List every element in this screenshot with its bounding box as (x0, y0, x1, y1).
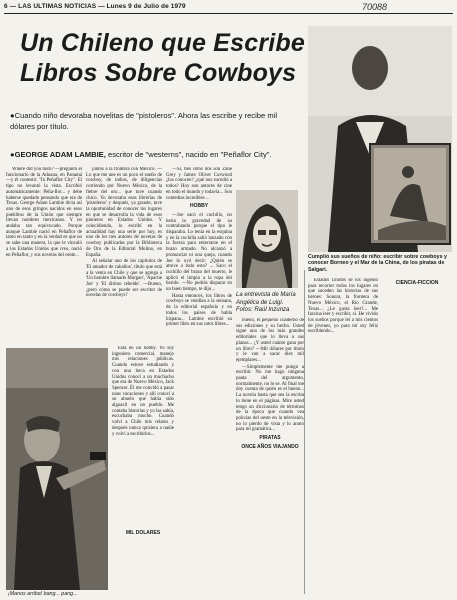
article-column-4 (236, 318, 304, 594)
article-column-1 (6, 167, 82, 345)
photo-interviewer (236, 190, 298, 288)
column-3-hobby-text: —Joe sacó el cuchillo, no heria la gravedad de su contrabando porque el tipo le disparaba. Lo tenía en la esquina y en la cuchilla salió lanzado con la fuerza para enterrarse en el brazo armado. No alcanzó a pronunciar ni una queja, cuando Joe lo oyó decir: ¿Quién se atreve a todo esto? ... Saco el cuchillo del brazo del muerto, le aplicó el limpio a la ropa del herido. —No podrás disparar en un buen tiempo, te dijo... (166, 212, 232, 293)
photo-author-with-painting (308, 26, 452, 252)
caption-bottom-left: ¡Manos arriba! bang... pang... (8, 591, 78, 597)
subhead-piratas: PIRATAS (259, 435, 281, 442)
bullet-intro-2 (10, 150, 300, 161)
column-2-text: juntos a la frontera con México. —Lo que me une es un poco el sueño de cowboy, de indios, de diligencias corriendo por Nuevo México, de la fiebre del oro... que tuve cuando chico. Yo devoraba esas librerías de 'pistoleros' y después, ya grande, tuve la oportunidad de conocer los lugares en que se desarrolla la vida de esos pioneros en Estados Unidos. Y coincidiendo, lo escribí en la actualidad hay una serie por hoy, es uno de los tres autores de novelas de cowboy publicadas por la Biblioteca de Oro de la Editorial Molino, en España. (86, 167, 162, 258)
bullet-name: ●GEORGE ADAM LAMBIE, (10, 150, 106, 159)
column-1-text: Where did you born? —preguntó el funcionario de la Aduana, en Panamá —y él contestó: "In Peñaflor City". El tipo no levantó la vista. Escribió automáticamente: Peña-flor... y debe haberse quedado pensando que era de Texas. George Adam Lambie dicta así uno de esos gringos nacidos en esos pueblitos de la Unión que siempre llevan nombres mexicanos. Y no andaba tan equivocado. Porque aunque Lambie nació en Peñaflor de tanto en tanto y en la verdad es que no se sabe una manera, la que le vinculó a los Estados Unidos que creo, nació en Peñaflor, y sus novelas del oeste... (6, 167, 82, 258)
bullet-rest: escritor de "westerns", nacido en "Peñaflor City". (105, 150, 272, 159)
column-4-tail-text: —Simplemente me pongo a escribir. No me hago ninguna pauta del argumento, normalmente, no lo se. Al final me doy cuenta de quién es el bueno... La novela basta que sea la escrita lo tiene en el páginas. Mire usted tengo un diccionario de términos de la época que cuando vea policías del oeste en la televisión, no lo pierdo de vista y lo anoto para mi gramática... (236, 364, 304, 433)
bullet-intro-1: ●Cuando niño devoraba novelitas de "pistoleros". Ahora las escribe y recibe mil dólares por título. (10, 111, 278, 131)
column-4-text: bueno, el pequeño cuaderno de sus ediciones y su hecho. Usted sigue uno de los más grandes editoriales que lo lleva a sus planas... ¿Y usted cuánto gana por un libro? —Mil dólares por título y le van a sacar diez mil ejemplares... (236, 318, 304, 363)
column-2-tail-text: Al señalar uno de los capítulos de 'El amador de caballos', título que está a la venta en Chile y que se agrega a 'Un hombre llamado Morgan', 'Apache Joe' y 'El último rebelde'. —Bueno, ¿pero cómo se puede ser escritor de novelas de cowboys? (86, 259, 162, 299)
photo-man-with-gun (6, 348, 108, 590)
column-divider (304, 270, 305, 594)
column-5-text: Estados Unidos se los ingenió para recorrer todos los lugares en que suceden las historias de sus héroes: Sonora, la frontera de Nuevo México, el Río Grande, Texas... ¿Le gusta leer?... Me fascina leer y escribir, sí. He vivido los sueños porque leí a mis cientos de jóvenes, yo para mí soy feliz escribiendo... (308, 278, 378, 335)
header-rule (4, 13, 453, 14)
caption-top-right: Cumplió sus sueños de niño: escribir sobre cowboys y conocer Borneo y el Mar de la China, de los piratas de Salgari. (308, 254, 447, 273)
subhead-mil-dolares: MIL DOLARES (125, 530, 161, 536)
column-1b-text: Está en un hobby. Yo soy ingeniero comercial, manejo mis relaciones públicas. Cuando estuve estudiando y con una beca en Estados Unidos conocí a un muchacho que era de Nuevo México, Jack Spencer. Él me convidó a pasar unas vacaciones y allí conocí a su abuelo que había sido alguacil en un pueblo. Me contaba historias y yo las sabía, escuchaba mucho. Cuando volví a Chile mis relatos y después nunca quisiera a nadie y volví a escribirlos... (112, 346, 174, 437)
headline-line-2: Libros Sobre Cowboys (20, 59, 297, 87)
handwritten-archive-number: 70088 (362, 2, 388, 12)
article-column-2 (86, 167, 162, 345)
article-column-5 (308, 278, 378, 594)
subhead-hobby: HOBBY (189, 203, 209, 210)
article-column-6 (382, 278, 452, 594)
headline (20, 28, 305, 88)
page-header: 6 — LAS ULTIMAS NOTICIAS — Lunes 9 de Julio de 1979 (4, 3, 186, 10)
column-3-text: —Sí, tres otros dos son Zane Grey y James Oliver Curwood ¿los conocen? ¿qué nos sucedió a todos? Hoy son autores de cine en todo el mundo y todavía... Son comedias increíbles ... (166, 167, 232, 201)
subhead-once-anos: ONCE AÑOS VIAJANDO (241, 443, 299, 450)
interview-credit: La entrevista de María Angélica de Luigi. Fotos: Raúl Inzunza (236, 292, 296, 313)
article-column-1b (112, 346, 174, 526)
column-3-tail-text: Hasta entonces, los libros de cowboys se vendían a la semana, de la editorial española y en todos los países de habla hispana... Lambie escribió su primer libro en sus ratos libres... (166, 293, 232, 328)
article-column-3 (166, 167, 232, 497)
subhead-ciencia-ficcion: CIENCIA-FICCION (395, 280, 439, 286)
headline-line-1: Un Chileno que Escribe (20, 29, 306, 57)
article-column-mil (112, 528, 174, 594)
